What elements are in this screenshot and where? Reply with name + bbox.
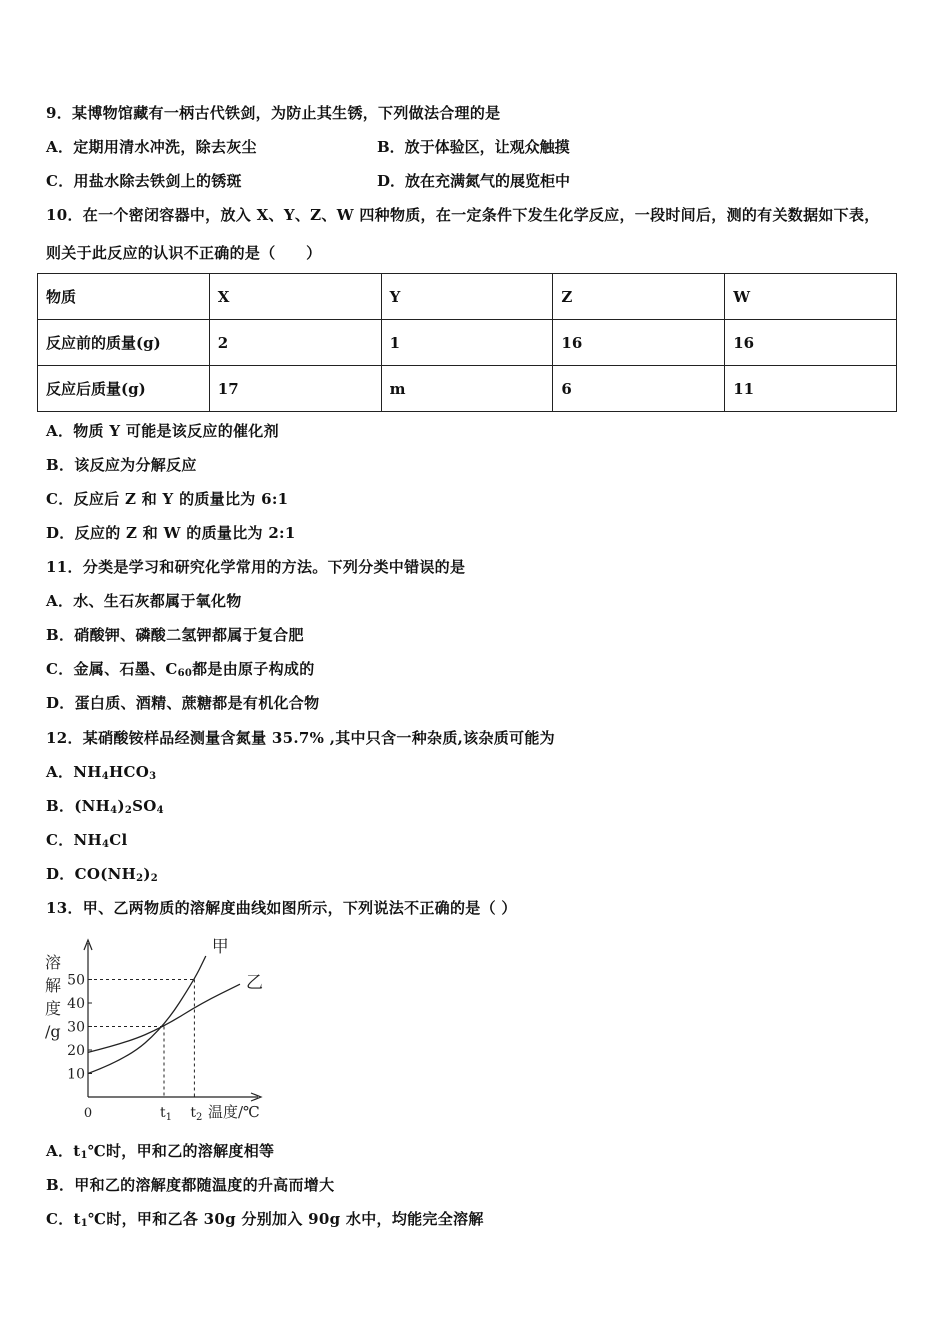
q10-option-b[interactable]: B．该反应为分解反应: [46, 456, 197, 474]
table-header-cell: Y: [381, 274, 553, 320]
table-cell: 反应后质量(g): [38, 366, 210, 412]
q11-option-c[interactable]: [46, 658, 315, 679]
chart-guide-lines: [88, 980, 194, 1098]
subscript: 4: [156, 805, 164, 816]
y-axis-label-char: /g: [45, 1022, 61, 1041]
x-tick-label: [190, 1105, 202, 1123]
option-text: ℃时，甲和乙各 30g 分别加入 90g 水中，均能完全溶解: [88, 1210, 484, 1228]
q11-option-a[interactable]: A．水、生石灰都属于氧化物: [46, 592, 242, 610]
formula-part: SO: [132, 797, 157, 815]
q9-option-c[interactable]: C．用盐水除去铁剑上的锈斑: [46, 172, 242, 190]
subscript: 4: [101, 771, 109, 782]
table-cell: 11: [725, 366, 897, 412]
q13-option-b[interactable]: B．甲和乙的溶解度都随温度的升高而增大: [46, 1176, 335, 1194]
option-text: C．金属、石墨、C: [46, 660, 178, 678]
y-tick-label: 10: [67, 1066, 85, 1083]
q12-option-b[interactable]: [46, 795, 164, 816]
table-cell: 2: [209, 320, 381, 366]
y-axis-label-char: 解: [45, 976, 62, 995]
q10-stem-line1: 10．在一个密闭容器中，放入 X、Y、Z、W 四种物质，在一定条件下发生化学反应，一段时间后，测的有关数据如下表，: [46, 206, 880, 224]
q10-option-c[interactable]: C．反应后 Z 和 Y 的质量比为 6:1: [46, 490, 289, 508]
option-text: 都是由原子构成的: [192, 660, 315, 678]
q9-option-b[interactable]: B．放于体验区，让观众触摸: [377, 138, 570, 156]
subscript: 2: [150, 873, 159, 884]
formula-part: HCO: [109, 763, 150, 781]
q11-option-d[interactable]: D．蛋白质、酒精、蔗糖都是有机化合物: [46, 694, 320, 712]
x-axis-label: 温度/℃: [208, 1103, 260, 1121]
origin-label: 0: [83, 1106, 93, 1121]
table-header-cell: X: [209, 274, 381, 320]
table-row: [38, 320, 897, 366]
table-header-cell: 物质: [38, 274, 210, 320]
table-header-cell: Z: [553, 274, 725, 320]
q12-stem: 12．某硝酸铵样品经测量含氮量 35.7% ,其中只含一种杂质,该杂质可能为: [46, 729, 555, 747]
x-tick-label: [160, 1105, 172, 1123]
table-cell: 16: [553, 320, 725, 366]
series-line-yi: [88, 984, 240, 1052]
y-tick-label: 40: [67, 996, 85, 1012]
q11-option-b[interactable]: B．硝酸钾、磷酸二氢钾都属于复合肥: [46, 626, 304, 644]
solubility-chart: [40, 935, 280, 1125]
subscript: 4: [102, 839, 110, 850]
subscript: 1: [80, 1218, 89, 1229]
formula-part: ): [117, 797, 125, 815]
formula-part: D．CO(NH: [46, 865, 137, 883]
series-line-jia: [88, 956, 206, 1074]
subscript: 1: [80, 1150, 88, 1161]
q10-option-a[interactable]: A．物质 Y 可能是该反应的催化剂: [46, 422, 279, 440]
table-header-cell: W: [725, 274, 897, 320]
table-row: [38, 274, 897, 320]
formula-part: A．NH: [46, 763, 102, 781]
y-axis-label-char: 溶: [45, 953, 62, 972]
formula-part: B．(NH: [46, 797, 111, 815]
q12-option-a[interactable]: [46, 761, 156, 782]
tick-sub: 1: [165, 1112, 173, 1123]
q9-option-a[interactable]: A．定期用清水冲洗，除去灰尘: [46, 138, 257, 156]
subscript: 2: [124, 805, 133, 816]
series-label: 甲: [211, 937, 229, 957]
subscript: 3: [149, 771, 157, 782]
formula-part: ): [143, 865, 151, 883]
q9-option-d[interactable]: D．放在充满氮气的展览柜中: [377, 172, 571, 190]
y-axis-label-char: 度: [45, 999, 62, 1018]
option-text: A．t: [46, 1142, 81, 1160]
table-row: [38, 366, 897, 412]
table-cell: 反应前的质量(g): [38, 320, 210, 366]
y-tick-label: 20: [67, 1043, 85, 1059]
q13-stem: 13．甲、乙两物质的溶解度曲线如图所示，下列说法不正确的是（ ）: [46, 899, 517, 917]
table-cell: 17: [209, 366, 381, 412]
chart-series: [88, 956, 240, 1074]
subscript: 2: [136, 873, 144, 884]
q13-option-c[interactable]: [46, 1208, 484, 1229]
q10-data-table: [37, 273, 897, 412]
tick-main: t: [190, 1105, 197, 1121]
q12-option-d[interactable]: [46, 863, 158, 884]
y-tick-label: 50: [67, 972, 85, 989]
tick-sub: 2: [196, 1112, 203, 1123]
q13-option-a[interactable]: [46, 1140, 274, 1161]
q9-stem: 9．某博物馆藏有一柄古代铁剑，为防止其生锈，下列做法合理的是: [46, 104, 501, 122]
y-tick-label: 30: [67, 1019, 85, 1036]
table-cell: m: [381, 366, 553, 412]
series-label: 乙: [246, 973, 263, 994]
q10-stem-line2: 则关于此反应的认识不正确的是（ ）: [46, 244, 322, 262]
q11-stem: 11．分类是学习和研究化学常用的方法。下列分类中错误的是: [46, 558, 466, 576]
q12-option-c[interactable]: [46, 829, 128, 850]
q10-option-d[interactable]: D．反应的 Z 和 W 的质量比为 2:1: [46, 524, 296, 542]
table-cell: 6: [553, 366, 725, 412]
option-text: C．t: [46, 1210, 81, 1228]
formula-part: C．NH: [46, 831, 103, 849]
subscript: 60: [177, 668, 193, 679]
option-text: ℃时，甲和乙的溶解度相等: [87, 1142, 275, 1160]
subscript: 4: [110, 805, 118, 816]
formula-part: Cl: [109, 831, 128, 849]
tick-main: t: [160, 1105, 166, 1121]
table-cell: 1: [381, 320, 553, 366]
table-cell: 16: [725, 320, 897, 366]
